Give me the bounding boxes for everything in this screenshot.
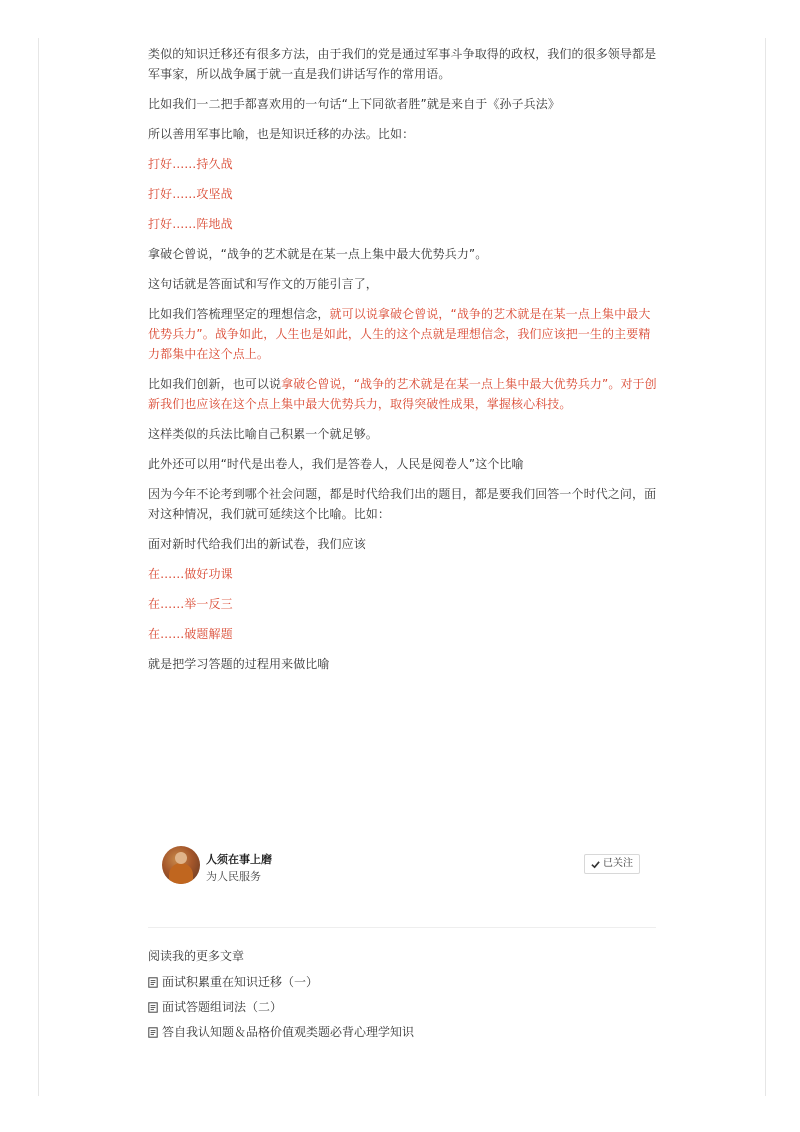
more-article-link[interactable] <box>148 972 656 992</box>
highlight-text: 在……破题解题 <box>148 627 233 641</box>
paragraph-text: 就是把学习答题的过程用来做比喻 <box>148 657 330 671</box>
avatar[interactable] <box>162 846 200 884</box>
article-body <box>148 44 660 684</box>
article-paragraph <box>148 214 660 234</box>
paragraph-text: 所以善用军事比喻，也是知识迁移的办法。比如： <box>148 127 415 141</box>
paragraph-text: 这句话就是答面试和写作文的万能引言了， <box>148 277 378 291</box>
more-articles <box>148 946 656 1047</box>
paragraph-text: 拿破仑曾说，“战争的艺术就是在某一点上集中最大优势兵力”。 <box>148 247 488 261</box>
highlight-text: 就可以说拿破仑曾说，“战争的艺术就是在某一点上集中最大优势兵力”。战争如此，人生也是如此，人生的这个点就是理想信念，我们应该把一生的主要精力都集中在这个点上。 <box>148 307 651 361</box>
author-motto: 为人民服务 <box>206 870 261 883</box>
author-card <box>148 842 652 890</box>
article-paragraph <box>148 624 660 644</box>
paragraph-text: 比如我们创新，也可以说 <box>148 377 282 391</box>
article-paragraph <box>148 534 660 554</box>
highlight-text: 打好……阵地战 <box>148 217 233 231</box>
more-article-label: 答自我认知题＆品格价值观类题必背心理学知识 <box>162 1025 415 1039</box>
divider <box>148 927 656 928</box>
article-paragraph <box>148 244 660 264</box>
article-paragraph <box>148 184 660 204</box>
article-paragraph <box>148 124 660 144</box>
article-paragraph <box>148 424 660 444</box>
article-paragraph <box>148 564 660 584</box>
highlight-text: 在……举一反三 <box>148 597 233 611</box>
paragraph-text: 此外还可以用“时代是出卷人，我们是答卷人，人民是阅卷人”这个比喻 <box>148 457 524 471</box>
article-paragraph <box>148 454 660 474</box>
paragraph-text: 比如我们一二把手都喜欢用的一句话“上下同欲者胜”就是来自于《孙子兵法》 <box>148 97 560 111</box>
more-article-link[interactable] <box>148 997 656 1017</box>
highlight-text: 打好……持久战 <box>148 157 233 171</box>
article-paragraph <box>148 44 660 84</box>
article-paragraph <box>148 594 660 614</box>
more-article-link[interactable] <box>148 1022 656 1042</box>
paragraph-text: 面对新时代给我们出的新试卷，我们应该 <box>148 537 366 551</box>
document-icon <box>148 977 158 988</box>
highlight-text: 打好……攻坚战 <box>148 187 233 201</box>
highlight-text: 在……做好功课 <box>148 567 233 581</box>
document-icon <box>148 1002 158 1013</box>
article-paragraph <box>148 94 660 114</box>
paragraph-text: 因为今年不论考到哪个社会问题，都是时代给我们出的题目，都是要我们回答一个时代之问，面对这种情况，我们就可延续这个比喻。比如： <box>148 487 657 521</box>
highlight-text: 拿破仑曾说，“战争的艺术就是在某一点上集中最大优势兵力”。对于创新我们也应该在这个点上集中最大优势兵力，取得突破性成果，掌握核心科技。 <box>148 377 657 411</box>
check-icon <box>591 860 600 869</box>
article-paragraph <box>148 274 660 294</box>
author-name[interactable]: 人须在事上磨 <box>206 853 272 866</box>
more-article-label: 面试答题组词法（二） <box>162 1000 283 1014</box>
article-paragraph <box>148 654 660 674</box>
paragraph-text: 这样类似的兵法比喻自己积累一个就足够。 <box>148 427 378 441</box>
article-paragraph <box>148 154 660 174</box>
follow-button[interactable] <box>584 854 640 874</box>
paragraph-text: 类似的知识迁移还有很多方法，由于我们的党是通过军事斗争取得的政权，我们的很多领导都是军事家，所以战争属于就一直是我们讲话写作的常用语。 <box>148 47 657 81</box>
more-articles-title: 阅读我的更多文章 <box>148 949 245 963</box>
article-paragraph <box>148 374 660 414</box>
more-article-label: 面试积累重在知识迁移（一） <box>162 975 319 989</box>
document-icon <box>148 1027 158 1038</box>
article-paragraph <box>148 304 660 364</box>
paragraph-text: 比如我们答梳理坚定的理想信念， <box>148 307 330 321</box>
article-paragraph <box>148 484 660 524</box>
follow-label: 已关注 <box>603 858 633 869</box>
